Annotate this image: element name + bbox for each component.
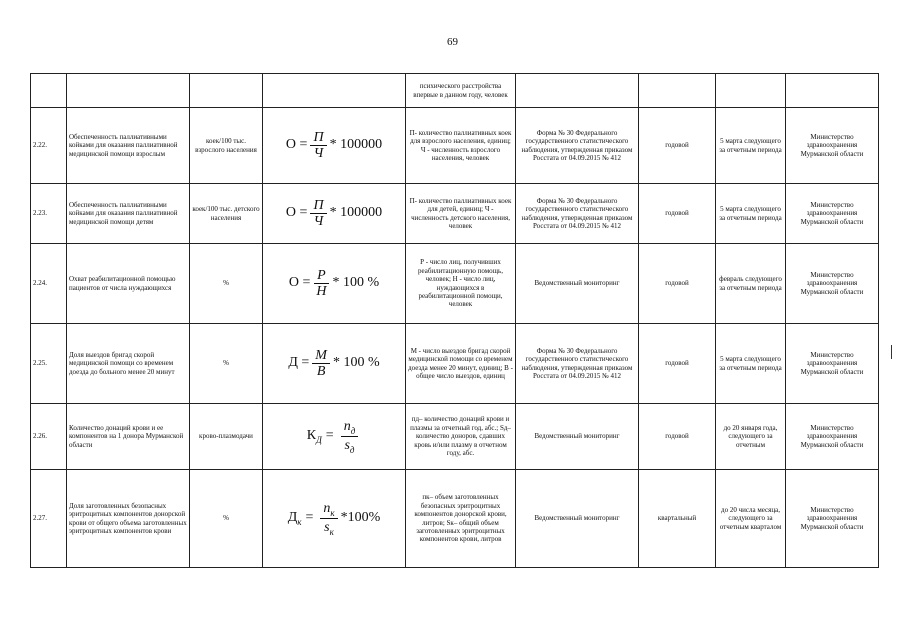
cell-formula: [263, 324, 406, 404]
formula: Д = $\frac{М}{В}$ * 100 %: [288, 348, 380, 379]
cell-description: пк– объем заготовленных безопасных эритроцитных компонентов донорской крови, литров; Sк– общий объем заготовленных эритроцитных компонентов крови, литров: [406, 470, 516, 568]
cell-number: 2.22.: [31, 108, 67, 184]
cell-periodicity: квартальный: [639, 470, 716, 568]
cell-number: 2.27.: [31, 470, 67, 568]
cell-description: пд– количество донаций крови и плазмы за отчетный год, абс.; Sд– количество доноров, сдавших кровь и/или плазму в отчетном году, абс.: [406, 404, 516, 470]
cell-periodicity: годовой: [639, 244, 716, 324]
cell-source: Ведомственный мониторинг: [516, 470, 639, 568]
cell-unit: %: [190, 324, 263, 404]
formula-fraction: $\frac{М}{В}$: [312, 348, 330, 379]
cell-indicator-name: Охват реабилитационной помощью пациентов от числа нуждающихся: [67, 244, 190, 324]
formula: О = $\frac{П}{Ч}$ * 100000: [285, 198, 383, 229]
cell-unit: коек/100 тыс. детского населения: [190, 184, 263, 244]
cell-description: П- количество паллиативных коек для детей, единиц; Ч - численность детского населения, человек: [406, 184, 516, 244]
formula: О = $\frac{Р}{Н}$ * 100 %: [288, 268, 380, 299]
table-row: [31, 404, 879, 470]
cell-indicator-name: Доля выездов бригад скорой медицинской помощи со временем доезда до больного менее 20 минут: [67, 324, 190, 404]
cell-responsible: Министерство здравоохранения Мурманской области: [786, 108, 879, 184]
cell-indicator-name: Доля заготовленных безопасных эритроцитных компонентов донорской крови от общего объема заготовленных эритроцитных компонентов крови: [67, 470, 190, 568]
cell-unit: %: [190, 244, 263, 324]
cell-periodicity: годовой: [639, 184, 716, 244]
table-row: [31, 470, 879, 568]
cell-description: психического расстройства впервые в данном году, человек: [406, 74, 516, 108]
cell-responsible: Министерство здравоохранения Мурманской области: [786, 244, 879, 324]
cell-number: 2.24.: [31, 244, 67, 324]
cell-formula: [263, 244, 406, 324]
cell-responsible: Министерство здравоохранения Мурманской области: [786, 324, 879, 404]
cell-indicator-name: Обеспеченность паллиативными койками для оказания паллиативной медицинской помощи детям: [67, 184, 190, 244]
formula: О = $\frac{П}{Ч}$ * 100000: [285, 130, 383, 161]
indicators-table: [30, 73, 879, 568]
cell-source: Ведомственный мониторинг: [516, 404, 639, 470]
cell-source: Форма № 30 Федерального государственного статистического наблюдения, утвержденная приказом Росстата от 04.09.2015 № 412: [516, 108, 639, 184]
cell-number: 2.23.: [31, 184, 67, 244]
cell-source: Форма № 30 Федерального государственного статистического наблюдения, утвержденная приказом Росстата от 04.09.2015 № 412: [516, 324, 639, 404]
formula-fraction: $\frac{П}{Ч}$: [310, 130, 326, 161]
formula-fraction: $\frac{п_к}{s_к}$: [320, 500, 337, 537]
table-row-top: [31, 74, 879, 108]
cell-periodicity: годовой: [639, 108, 716, 184]
cell-unit: крово-плазмодачи: [190, 404, 263, 470]
cell-deadline: февраль следующего за отчетным периода: [716, 244, 786, 324]
formula-fraction: $\frac{П}{Ч}$: [310, 198, 326, 229]
formula: К Д = $\frac{п_д}{s_д}$: [307, 418, 362, 455]
cell-formula: [263, 470, 406, 568]
cell-deadline: 5 марта следующего за отчетным периода: [716, 324, 786, 404]
cell-source: Ведомственный мониторинг: [516, 244, 639, 324]
cell-description: М - число выездов бригад скорой медицинской помощи со временем доезда менее 20 минут, единиц; В - общее число выездов, единиц: [406, 324, 516, 404]
cell-formula: [263, 184, 406, 244]
cell-number: 2.25.: [31, 324, 67, 404]
formula: Д к = $\frac{п_к}{s_к}$ *100%: [287, 501, 381, 537]
table-row: [31, 324, 879, 404]
cell-description: Р - число лиц, получивших реабилитационную помощь, человек; Н - число лиц, нуждающихся в реабилитационной помощи, человек: [406, 244, 516, 324]
formula-fraction: $\frac{п_д}{s_д}$: [341, 418, 359, 455]
cell-description: П- количество паллиативных коек для взрослого населения, единиц; Ч - численность взрослого населения, человек: [406, 108, 516, 184]
formula-fraction: $\frac{Р}{Н}$: [313, 268, 329, 299]
cell-unit: коек/100 тыс. взрослого населения: [190, 108, 263, 184]
margin-mark: [891, 345, 892, 359]
table-row: [31, 244, 879, 324]
cell-number: 2.26.: [31, 404, 67, 470]
cell-indicator-name: Количество донаций крови и ее компонентов на 1 донора Мурманской области: [67, 404, 190, 470]
table-row: [31, 108, 879, 184]
cell-deadline: до 20 числа месяца, следующего за отчетным кварталом: [716, 470, 786, 568]
cell-responsible: Министерство здравоохранения Мурманской области: [786, 184, 879, 244]
cell-formula: [263, 404, 406, 470]
cell-periodicity: годовой: [639, 324, 716, 404]
cell-formula: [263, 108, 406, 184]
cell-indicator-name: Обеспеченность паллиативными койками для оказания паллиативной медицинской помощи взрослым: [67, 108, 190, 184]
cell-deadline: 5 марта следующего за отчетным периода: [716, 184, 786, 244]
cell-unit: %: [190, 470, 263, 568]
cell-deadline: 5 марта следующего за отчетным периода: [716, 108, 786, 184]
cell-responsible: Министерство здравоохранения Мурманской области: [786, 470, 879, 568]
cell-deadline: до 20 января года, следующего за отчетным: [716, 404, 786, 470]
cell-source: Форма № 30 Федерального государственного статистического наблюдения, утвержденная приказом Росстата от 04.09.2015 № 412: [516, 184, 639, 244]
cell-responsible: Министерство здравоохранения Мурманской области: [786, 404, 879, 470]
cell-periodicity: годовой: [639, 404, 716, 470]
table-row: [31, 184, 879, 244]
page-number: 69: [447, 36, 458, 48]
